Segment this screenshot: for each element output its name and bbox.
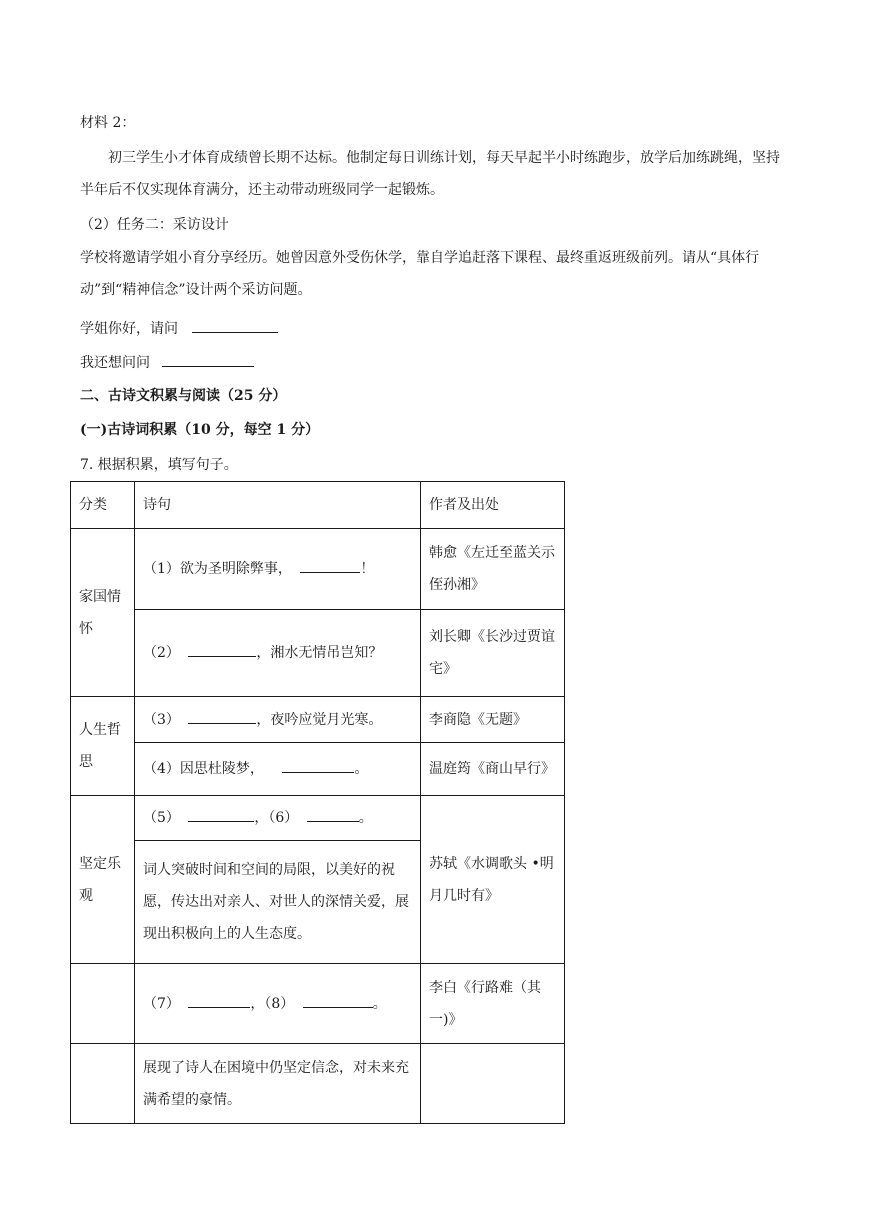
- verse-cell-5: [135, 796, 421, 841]
- source-cell-4: 温庭筠《商山早行》: [421, 743, 565, 796]
- section-2-title: 二、古诗文积累与阅读（25 分）: [80, 388, 287, 404]
- verse-cell-3: [135, 697, 421, 743]
- material-paragraph: 初三学生小才体育成绩曾长期不达标。他制定每日训练计划，每天早起半小时练跑步，放学后加练跳绳，坚持半年后不仅实现体育满分，还主动带动班级同学一起锻炼。: [80, 150, 780, 198]
- verse-6-blank[interactable]: [307, 806, 359, 822]
- verse-1-text: （1）欲为圣明除弊事，: [143, 561, 292, 577]
- header-source: 作者及出处: [421, 482, 565, 529]
- verse-cell-1: [135, 529, 421, 610]
- verse-3-blank[interactable]: [188, 708, 256, 724]
- question-7-title: 7. 根据积累，填写句子。: [80, 457, 238, 473]
- question-1-prefix: 学姐你好，请问: [80, 321, 178, 337]
- verse-3-text: （3）: [143, 711, 180, 728]
- description-cell-7: 展现了诗人在困境中仍坚定信念，对未来充满希望的豪情。: [135, 1044, 421, 1124]
- table-row: [71, 1044, 565, 1124]
- interview-question-1: [80, 317, 278, 339]
- question-2-prefix: 我还想问问: [80, 355, 150, 371]
- task2-heading: （2）任务二：采访设计: [80, 217, 229, 233]
- table-row: [71, 529, 565, 610]
- verse-7-text: （7）: [143, 995, 180, 1012]
- table-row: [71, 964, 565, 1044]
- verse-4-blank[interactable]: [282, 757, 354, 773]
- verse-cell-2: [135, 610, 421, 697]
- table-row: [71, 743, 565, 796]
- task2-paragraph: 学校将邀请学姐小育分享经历。她曾因意外受伤休学，靠自学追赶落下课程、最终重返班级前列。请从“具体行动”到“精神信念”设计两个采访问题。: [80, 250, 760, 298]
- verse-2-blank[interactable]: [188, 641, 256, 657]
- header-verse: 诗句: [135, 482, 421, 529]
- verse-1-end: ！: [360, 561, 375, 577]
- verse-cell-7: [135, 964, 421, 1044]
- verse-2-end: ，湘水无情吊岂知？: [256, 645, 383, 661]
- verse-5-text: （5）: [143, 810, 180, 826]
- verse-3-end: ，夜吟应觉月光寒。: [256, 711, 383, 728]
- verse-2-text: （2）: [143, 645, 180, 661]
- verse-4-end: 。: [354, 761, 369, 777]
- verse-cell-4: [135, 743, 421, 796]
- table-row: [71, 697, 565, 743]
- verse-1-blank[interactable]: [300, 557, 360, 573]
- header-category: 分类: [71, 482, 135, 529]
- category-life: 人生哲思: [71, 697, 135, 796]
- poetry-table: [70, 481, 565, 1124]
- section-2-subtitle: (一)古诗词积累（10 分，每空 1 分）: [80, 422, 320, 438]
- verse-4-text: （4）因思杜陵梦，: [143, 761, 264, 777]
- source-cell-1: 韩愈《左迁至蓝关示侄孙湘》: [421, 529, 565, 610]
- verse-6-end: 。: [358, 810, 373, 826]
- answer-blank-1[interactable]: [192, 317, 278, 333]
- source-cell-3: 李商隐《无题》: [421, 697, 565, 743]
- verse-7-blank[interactable]: [188, 992, 250, 1008]
- category-optimism: 坚定乐观: [71, 796, 135, 964]
- interview-question-2: [80, 351, 254, 373]
- verse-8-text: ，（8）: [250, 995, 295, 1012]
- category-empty-2: [71, 1044, 135, 1124]
- verse-5-blank[interactable]: [188, 806, 254, 822]
- table-row: [71, 796, 565, 841]
- verse-8-blank[interactable]: [303, 992, 373, 1008]
- material-label: 材料 2：: [80, 115, 136, 131]
- verse-6-text: ，（6）: [254, 810, 299, 826]
- answer-blank-2[interactable]: [162, 351, 254, 367]
- source-empty: [421, 1044, 565, 1124]
- source-cell-2: 刘长卿《长沙过贾谊宅》: [421, 610, 565, 697]
- source-cell-5: 苏轼《水调歌头 •明月几时有》: [421, 796, 565, 964]
- description-cell-5: 词人突破时间和空间的局限，以美好的祝愿，传达出对亲人、对世人的深情关爱，展现出积极向上的人生态度。: [135, 841, 421, 964]
- category-empty-1: [71, 964, 135, 1044]
- verse-8-end: 。: [372, 995, 387, 1012]
- table-row: [71, 610, 565, 697]
- category-family: 家国情怀: [71, 529, 135, 697]
- source-cell-7: 李白《行路难（其一)》: [421, 964, 565, 1044]
- table-header-row: [71, 482, 565, 529]
